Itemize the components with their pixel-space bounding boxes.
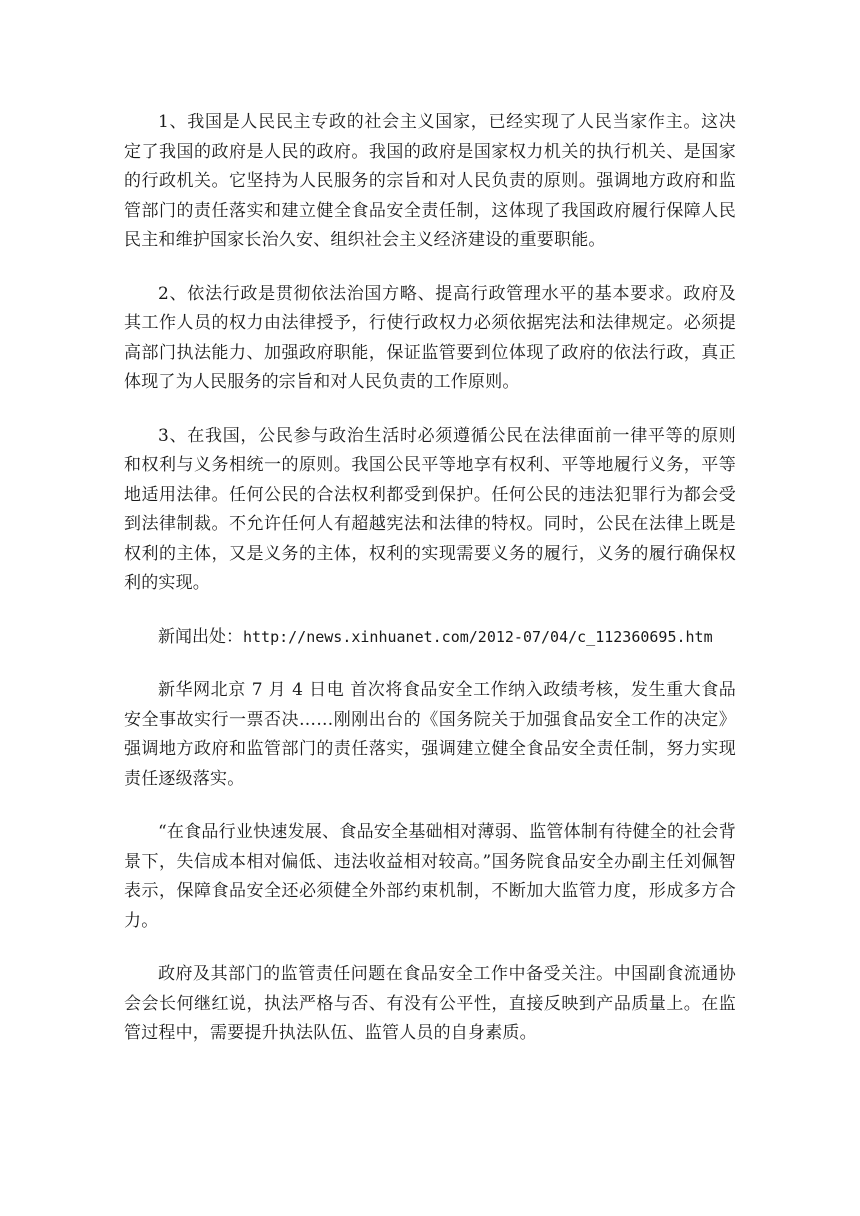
paragraph-3: 3、在我国，公民参与政治生活时必须遵循公民在法律面前一律平等的原则和权利与义务相统一的原则。我国公民平等地享有权利、平等地履行义务，平等地适用法律。任何公民的合法权利都受到保护。任何公民的违法犯罪行为都会受到法律制裁。不允许任何人有超越宪法和法律的特权。同时，公民在法律上既是权利的主体，又是义务的主体，权利的实现需要义务的履行，义务的履行确保权利的实现。	[124, 425, 736, 593]
paragraph-1: 1、我国是人民民主专政的社会主义国家，已经实现了人民当家作主。这决定了我国的政府是人民的政府。我国的政府是国家权力机关的执行机关、是国家的行政机关。它坚持为人民服务的宗旨和对人民负责的原则。强调地方政府和监管部门的责任落实和建立健全食品安全责任制，这体现了我国政府履行保障人民民主和维护国家长治久安、组织社会主义经济建设的重要职能。	[124, 112, 736, 250]
paragraph-4: 新华网北京 7 月 4 日电 首次将食品安全工作纳入政绩考核，发生重大食品安全事故实行一票否决……刚刚出台的《国务院关于加强食品安全工作的决定》强调地方政府和监管部门的责任落实，强调建立健全食品安全责任制，努力实现责任逐级落实。	[124, 680, 736, 789]
paragraph-5: “在食品行业快速发展、食品安全基础相对薄弱、监管体制有待健全的社会背景下，失信成本相对偏低、违法收益相对较高。”国务院食品安全办副主任刘佩智表示，保障食品安全还必须健全外部约束机制，不断加大监管力度，形成多方合力。	[124, 822, 736, 931]
news-source-label: 新闻出处：	[158, 626, 243, 647]
document-body	[124, 108, 736, 1073]
news-source-line	[124, 623, 736, 653]
paragraph-6: 政府及其部门的监管责任问题在食品安全工作中备受关注。中国副食流通协会会长何继红说，执法严格与否、有没有公平性，直接反映到产品质量上。在监管过程中，需要提升执法队伍、监管人员的自身素质。	[124, 964, 736, 1043]
paragraph-2: 2、依法行政是贯彻依法治国方略、提高行政管理水平的基本要求。政府及其工作人员的权力由法律授予，行使行政权力必须依据宪法和法律规定。必须提高部门执法能力、加强政府职能，保证监管要到位体现了政府的依法行政，真正体现了为人民服务的宗旨和对人民负责的工作原则。	[124, 283, 736, 392]
news-source-link[interactable]: http://news.xinhuanet.com/2012-07/04/c_112360695.htm	[243, 627, 713, 646]
